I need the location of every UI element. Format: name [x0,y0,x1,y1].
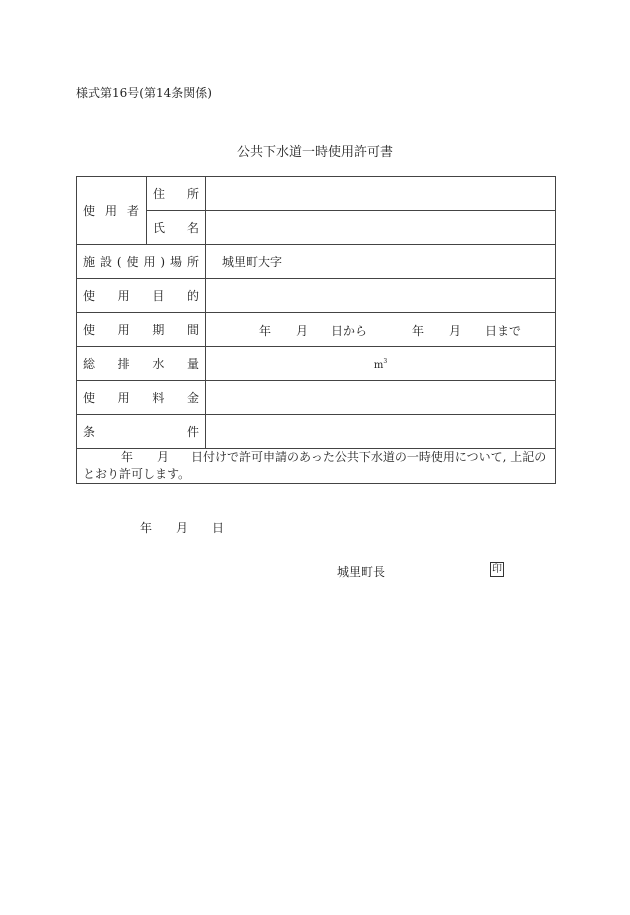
facility-label: 施設(使用)場所 [83,255,199,269]
statement-year: 年 [121,450,134,464]
name-label: 氏名 [153,221,199,235]
volume-unit: m [373,359,384,371]
name-label-cell [147,211,206,245]
address-label-cell [147,177,206,211]
facility-label-cell [77,245,206,279]
statement-month: 月 [157,450,170,464]
date-day: 日 [212,521,225,535]
user-label-cell [77,177,147,245]
seal-mark: 印 [492,564,502,575]
fee-value [206,381,556,415]
period-to-day: 日まで [485,324,522,338]
volume-value [206,347,556,381]
date-year: 年 [140,521,153,535]
name-value [206,211,556,245]
permit-table [76,176,556,579]
statement-text: 日付けで許可申請のあった公共下水道の一時使用について, 上記のとおり許可します。 [83,450,547,481]
fee-label-cell [77,381,206,415]
fee-label: 使用料金 [83,391,199,405]
facility-value: 城里町大字 [206,245,556,279]
conditions-value [206,415,556,449]
period-label-cell [77,313,206,347]
date-month: 月 [176,521,189,535]
document-title: 公共下水道一時使用許可書 [236,145,393,160]
conditions-label: 条件 [83,425,199,439]
form-number: 様式第16号(第14条関係) [76,86,212,100]
purpose-label-cell [77,279,206,313]
period-value [206,313,556,347]
volume-label-cell [77,347,206,381]
volume-unit-exponent: 3 [383,357,388,365]
purpose-label: 使用目的 [83,289,199,303]
user-label: 使用者 [83,204,139,218]
address-value [206,177,556,211]
period-from-day: 日から [331,324,368,338]
volume-label: 総排水量 [83,357,199,371]
period-label: 使用期間 [83,323,199,337]
address-label: 住所 [153,187,199,201]
permit-statement-cell [77,449,556,579]
period-from-month: 月 [296,324,309,338]
signer-title: 城里町長 [337,565,386,579]
period-to-year: 年 [412,324,425,338]
permit-statement [83,449,549,483]
purpose-value [206,279,556,313]
period-to-month: 月 [449,324,462,338]
conditions-label-cell [77,415,206,449]
period-from-year: 年 [259,324,272,338]
